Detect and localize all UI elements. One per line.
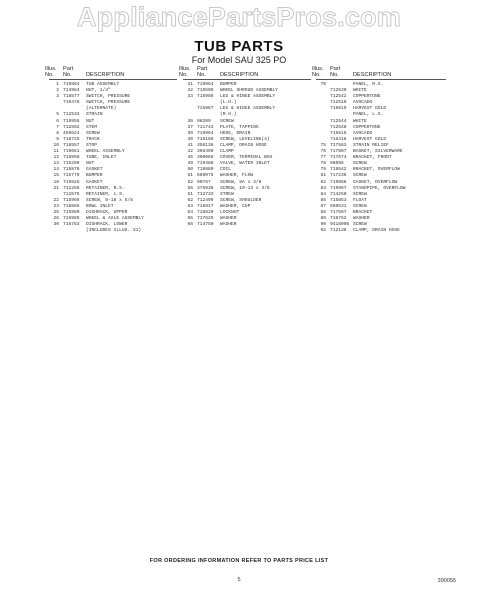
part-no: 718557: [63, 142, 80, 148]
part-no: 719955: [63, 118, 80, 124]
illus-no: 22: [53, 197, 59, 203]
illus-no: 49: [187, 161, 193, 167]
part-description: WHITE: [353, 118, 367, 124]
part-description: GASKET, OVERFLOW: [353, 179, 398, 185]
part-description: WHEEL SHROUD ASSEMBLY: [220, 88, 278, 94]
part-no: 718725: [63, 136, 80, 142]
part-description: STOP: [86, 142, 98, 148]
part-description: VALVE, WATER INLET: [220, 161, 270, 167]
illus-no: 52: [187, 179, 193, 185]
part-no: 712502: [63, 124, 80, 130]
illus-no: 36: [187, 118, 193, 124]
part-no: 98209: [197, 118, 211, 124]
illus-no: 85: [320, 197, 326, 203]
illus-no: 42: [187, 149, 193, 155]
part-no: 712548: [330, 124, 347, 130]
header-description: DESCRIPTION: [220, 72, 259, 78]
illus-no: 87: [320, 203, 326, 209]
part-no: 719864: [63, 82, 80, 87]
header-description: DESCRIPTION: [86, 72, 125, 78]
part-no: 715986: [197, 94, 214, 100]
part-no: 718820: [197, 209, 214, 215]
part-description: COPPERTONE: [353, 124, 381, 130]
part-description: HOSE, DRAIN: [220, 130, 251, 136]
part-description: NUT, 1/4": [86, 88, 111, 94]
part-no: 719661: [63, 149, 80, 155]
illus-no: 2: [56, 88, 59, 94]
part-no: 719478: [63, 100, 80, 106]
illus-no: 83: [320, 185, 326, 191]
parts-column-2: [179, 66, 311, 228]
column-header-bottom: [45, 72, 177, 80]
part-description: WASHER, FLOW: [220, 173, 254, 179]
part-no: 715816: [330, 130, 347, 136]
illus-no: 25: [53, 209, 59, 215]
table-row: [316, 228, 446, 234]
illus-no: 13: [53, 161, 59, 167]
part-no: 712542: [330, 94, 347, 100]
part-no: 718752: [330, 216, 347, 222]
part-description: BUMPER: [220, 82, 237, 87]
part-description: WHITE: [353, 88, 367, 94]
part-no: 712256: [63, 185, 80, 191]
illus-no: 76: [320, 149, 326, 155]
illus-no: 40: [187, 136, 193, 142]
part-description: BRACKET: [353, 209, 373, 215]
illus-no: 32: [187, 88, 193, 94]
part-description: SCREW, LEVELING(4): [220, 136, 270, 142]
part-description: SCREW: [353, 222, 367, 228]
illus-no: 92: [320, 228, 326, 234]
header-description: DESCRIPTION: [353, 72, 392, 78]
part-no: 712530: [330, 88, 347, 94]
part-description: DISHRACK, UPPER: [86, 209, 128, 215]
illus-no: 11: [53, 149, 59, 155]
header-illus: Illus.: [312, 66, 324, 72]
part-no: 300068: [197, 155, 214, 161]
illus-no: 77: [320, 155, 326, 161]
illus-no: 31: [187, 82, 193, 87]
illus-no: 45: [187, 155, 193, 161]
header-no: No.: [312, 72, 321, 78]
illus-no: 62: [187, 197, 193, 203]
part-description: COPPERTONE: [353, 94, 381, 100]
part-description: TUB ASSEMBLY: [86, 82, 120, 87]
part-description: SCREW: [86, 130, 100, 136]
part-description: WASHER: [220, 216, 237, 222]
part-description: HARVEST GOLD: [353, 136, 387, 142]
part-no: 718817: [197, 203, 214, 209]
part-description: NUT: [86, 118, 95, 124]
part-no: 716418: [330, 136, 347, 142]
illus-no: 66: [187, 222, 193, 228]
part-description: (INCLUDES ILLUS. 31): [86, 228, 142, 234]
part-description: SCREW: [220, 118, 234, 124]
part-description: HARVEST GOLD: [353, 106, 387, 112]
part-no: 716868: [63, 203, 80, 209]
ordering-footer: FOR ORDERING INFORMATION REFER TO PARTS PRICE LIST: [149, 558, 329, 564]
part-no: 715779: [63, 173, 80, 179]
illus-no: 82: [320, 179, 326, 185]
page-subtitle: For Model SAU 325 PO: [191, 55, 287, 65]
illus-no: 61: [187, 191, 193, 197]
part-description: DISHRACK, LOWER: [86, 222, 128, 228]
part-no: 715878: [63, 167, 80, 173]
part-description: PANEL, L.S.: [353, 112, 384, 118]
part-no: 356490: [197, 149, 214, 155]
header-part: Part: [197, 66, 208, 72]
part-no: 717626: [197, 216, 214, 222]
part-description: SCREW, 10-13 x 3/8: [220, 185, 270, 191]
part-no: 716619: [330, 106, 347, 112]
part-description: GASKET: [86, 167, 103, 173]
part-description: WHEEL & AXLE ASSEMBLY: [86, 216, 144, 222]
part-description: COIL: [220, 167, 232, 173]
header-illus: Illus.: [45, 66, 57, 72]
part-description: STANDPIPE, OVERFLOW: [353, 185, 406, 191]
part-no: 714750: [197, 222, 214, 228]
part-description: SCREW: [353, 203, 367, 209]
part-no: 718577: [63, 94, 80, 100]
part-no: 356136: [197, 142, 214, 148]
illus-no: 81: [320, 173, 326, 179]
part-description: WASHER: [353, 216, 370, 222]
part-no: 714250: [330, 191, 347, 197]
part-description: SCREW: [353, 173, 367, 179]
part-no: 714984: [63, 88, 80, 94]
illus-no: 37: [187, 124, 193, 130]
illus-no: 12: [53, 155, 59, 161]
part-no: 712510: [330, 100, 347, 106]
part-description: WASHER, CUP: [220, 203, 251, 209]
part-description: SCREW, 8A x 3/8: [220, 179, 262, 185]
table-row: [183, 222, 311, 228]
part-description: FLOAT: [353, 197, 367, 203]
header-part-no: No.: [330, 72, 339, 78]
part-description: LEG & HINGE ASSEMBLY: [220, 106, 276, 112]
illus-no: 84: [320, 191, 326, 197]
part-no: 719964: [197, 130, 214, 136]
part-description: COVER, TERMINAL BOX: [220, 155, 273, 161]
illus-no: 15: [53, 173, 59, 179]
part-description: WHEEL ASSEMBLY: [86, 149, 125, 155]
illus-no: 23: [53, 203, 59, 209]
part-description: SCREW: [353, 191, 367, 197]
illus-no: 78: [320, 161, 326, 167]
part-no: 712499: [197, 197, 214, 203]
part-description: AVOCADO: [353, 100, 373, 106]
part-no: 716783: [63, 222, 80, 228]
part-description: BASKET, SILVERWARE: [353, 149, 403, 155]
part-no: 715299: [63, 161, 80, 167]
part-description: RETAINER, R.S.: [86, 185, 125, 191]
part-no: 716985: [63, 216, 80, 222]
part-no: 719525: [63, 179, 80, 185]
illus-no: 21: [53, 185, 59, 191]
illus-no: 10: [53, 142, 59, 148]
part-description: LEG & HINGE ASSEMBLY: [220, 94, 276, 100]
part-no: 712544: [330, 118, 347, 124]
part-description: BUMPER: [86, 173, 103, 179]
part-description: SCREW: [353, 161, 367, 167]
illus-no: 8: [56, 130, 59, 136]
illus-no: 30: [53, 222, 59, 228]
part-description: LOCKNUT: [220, 209, 240, 215]
illus-no: 75: [320, 142, 326, 148]
part-no: 715168: [197, 136, 214, 142]
illus-no: 65: [187, 216, 193, 222]
illus-no: 50: [187, 167, 193, 173]
part-description: (R.H.): [220, 112, 237, 118]
part-no: 712533: [63, 112, 80, 118]
illus-no: 51: [187, 173, 193, 179]
page-title: TUB PARTS: [194, 38, 284, 55]
part-description: SCREW, SHOULDER: [220, 197, 262, 203]
part-description: (ALTERNATE): [86, 106, 117, 112]
part-description: CLAMP, DRAIN HOSE: [353, 228, 400, 234]
part-no: 715987: [197, 106, 214, 112]
table-row: [49, 228, 177, 234]
part-no: 90767: [197, 179, 211, 185]
illus-no: 41: [187, 142, 193, 148]
parts-column-1: [45, 66, 177, 234]
part-description: AVOCADO: [353, 130, 373, 136]
part-no: 459624: [63, 130, 80, 136]
part-no: 9418006: [330, 222, 350, 228]
part-description: BOWL INLET: [86, 203, 114, 209]
part-no: 719486: [197, 161, 214, 167]
part-description: BRACKET, FRONT: [353, 155, 392, 161]
part-no: 375936: [197, 185, 214, 191]
illus-no: 5: [56, 112, 59, 118]
page-number: 5: [237, 577, 241, 583]
header-part: Part: [330, 66, 341, 72]
illus-no: 14: [53, 167, 59, 173]
part-description: RETAINER, L.S.: [86, 191, 125, 197]
part-description: SWITCH, PRESSURE: [86, 100, 131, 106]
part-no: 719966: [330, 179, 347, 185]
part-description: SCREW, 8-18 x 5/8: [86, 197, 133, 203]
column-header-bottom: [179, 72, 311, 80]
part-description: PANEL, R.S.: [353, 82, 384, 87]
header-part-no: No.: [63, 72, 72, 78]
illus-no: 90: [320, 222, 326, 228]
part-description: NUT: [86, 161, 95, 167]
header-no: No.: [45, 72, 54, 78]
part-description: STRAIN: [86, 112, 103, 118]
illus-no: 70: [320, 82, 326, 87]
illus-no: 56: [187, 185, 193, 191]
illus-no: 26: [53, 216, 59, 222]
part-description: STRAIN RELIEF: [353, 142, 389, 148]
part-no: 719964: [197, 82, 214, 87]
illus-no: 63: [187, 203, 193, 209]
part-description: TRACK: [86, 136, 100, 142]
document-code: 390055: [437, 578, 456, 584]
part-no: 715958: [63, 155, 80, 161]
part-no: 715980: [63, 209, 80, 215]
part-no: 712733: [197, 191, 214, 197]
part-no: 717567: [330, 209, 347, 215]
part-no: 98086: [330, 161, 344, 167]
illus-no: 1: [56, 82, 59, 87]
illus-no: 6: [56, 118, 59, 124]
part-no: 711743: [197, 124, 214, 130]
part-no: 715853: [330, 197, 347, 203]
part-no: 717674: [330, 155, 347, 161]
part-no: 569075: [197, 173, 214, 179]
part-description: GASKET: [86, 179, 103, 185]
part-description: SWITCH, PRESSURE: [86, 94, 131, 100]
part-no: 719880: [197, 167, 214, 173]
part-description: TUBE, INLET: [86, 155, 117, 161]
illus-no: 39: [187, 130, 193, 136]
header-part: Part: [63, 66, 74, 72]
illus-no: 88: [320, 209, 326, 215]
header-part-no: No.: [197, 72, 206, 78]
illus-no: 18: [53, 179, 59, 185]
column-header-bottom: [312, 72, 446, 80]
part-description: CLAMP: [220, 149, 234, 155]
part-description: WASHER: [220, 222, 237, 228]
part-no: 712575: [63, 191, 80, 197]
part-no: 719967: [330, 185, 347, 191]
part-no: 715966: [63, 197, 80, 203]
part-description: CLAMP, DRAIN HOSE: [220, 142, 267, 148]
illus-no: 7: [56, 124, 59, 130]
part-no: 712138: [330, 228, 347, 234]
part-description: STEM: [86, 124, 98, 130]
illus-no: 3: [56, 94, 59, 100]
parts-column-3: [312, 66, 446, 234]
watermark-text: AppliancePartsPros.com: [76, 2, 401, 32]
part-no: 719542: [330, 167, 347, 173]
illus-no: 9: [56, 136, 59, 142]
part-description: PLATE, TAPPING: [220, 124, 259, 130]
illus-no: 33: [187, 94, 193, 100]
part-description: STREW: [220, 191, 234, 197]
header-illus: Illus.: [179, 66, 191, 72]
part-no: 717236: [330, 173, 347, 179]
part-no: 717807: [330, 149, 347, 155]
part-no: 717563: [330, 142, 347, 148]
part-no: 690531: [330, 203, 347, 209]
illus-no: 79: [320, 167, 326, 173]
part-description: BRACKET, OVERFLOW: [353, 167, 400, 173]
illus-no: 89: [320, 216, 326, 222]
part-description: (L.H.): [220, 100, 237, 106]
header-no: No.: [179, 72, 188, 78]
part-no: 719509: [197, 88, 214, 94]
illus-no: 64: [187, 209, 193, 215]
